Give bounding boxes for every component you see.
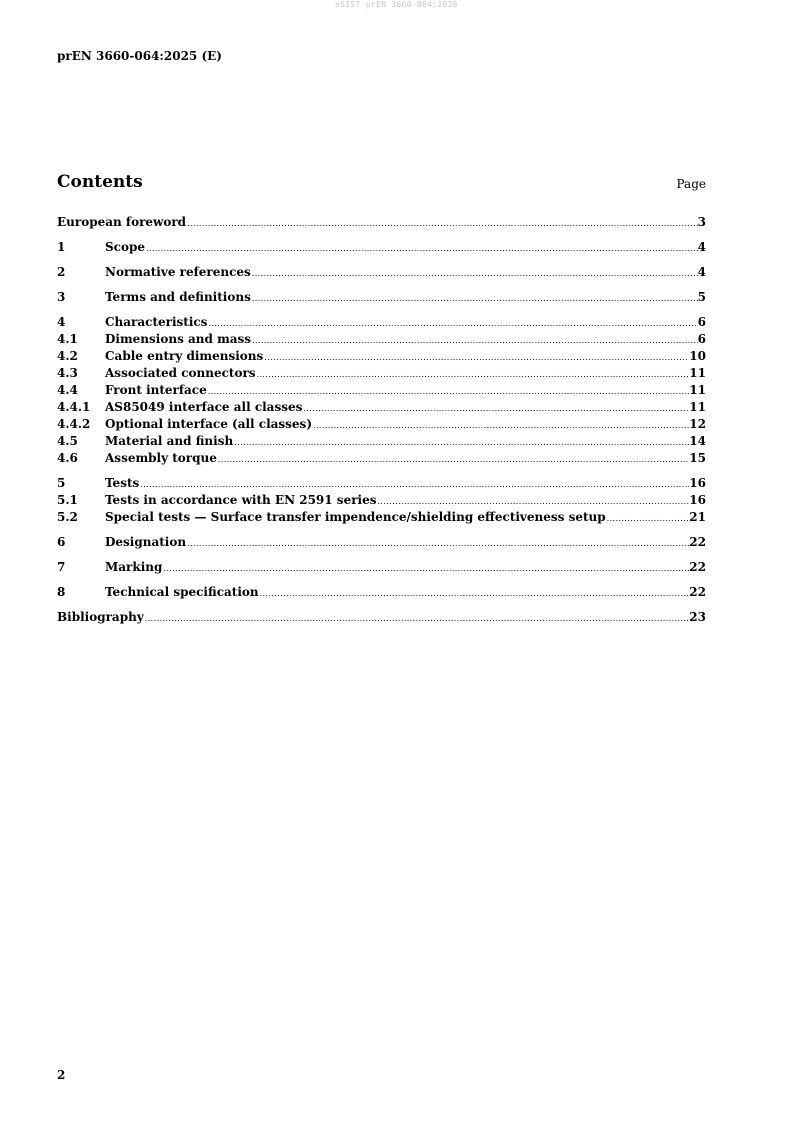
toc-dot-leader [606, 510, 690, 527]
toc-entry-page: 5 [697, 290, 706, 304]
toc-entry-number: 6 [57, 535, 66, 549]
toc-entry-page: 22 [689, 535, 706, 549]
toc-entry[interactable] [57, 365, 706, 382]
toc-dot-leader [207, 383, 690, 400]
toc-entry-page: 4 [697, 240, 706, 254]
toc-entry-page: 4 [697, 265, 706, 279]
toc-entry-page: 6 [697, 332, 706, 346]
toc-entry[interactable] [57, 433, 706, 450]
toc-entry-page: 11 [689, 383, 706, 397]
toc-dot-leader [376, 493, 689, 510]
toc-entry-title: Normative references [105, 265, 251, 279]
toc-entry-title: European foreword [57, 215, 187, 229]
toc-entry-title: Scope [105, 240, 146, 254]
toc-entry[interactable] [57, 239, 706, 256]
toc-entry-title: Terms and definitions [105, 290, 251, 304]
toc-dot-leader [302, 400, 689, 417]
toc-entry-title: Marking [105, 560, 163, 574]
toc-entry-page: 16 [689, 493, 706, 507]
toc-entry-page: 21 [689, 510, 706, 524]
toc-page-column-label: Page [676, 177, 706, 191]
toc-dot-leader [251, 290, 698, 307]
watermark: oSIST prEN 3660-064:2026 [335, 0, 458, 9]
toc-entry-title: Bibliography [57, 610, 144, 624]
toc-entry-page: 22 [689, 585, 706, 599]
toc-entry-number: 8 [57, 585, 66, 599]
toc-entry-number: 5.2 [57, 510, 78, 524]
toc-entry-title: Technical specification [105, 585, 259, 599]
toc-entry-page: 22 [689, 560, 706, 574]
toc-entry[interactable] [57, 584, 706, 601]
toc-entry[interactable] [57, 609, 706, 626]
toc-heading-row [57, 172, 706, 198]
toc-entry-number: 4.6 [57, 451, 78, 465]
toc-entry-title: Assembly torque [105, 451, 217, 465]
toc-entry[interactable] [57, 264, 706, 281]
toc-dot-leader [207, 315, 697, 332]
toc-entry[interactable] [57, 289, 706, 306]
toc-entry[interactable] [57, 399, 706, 416]
toc-dot-leader [312, 417, 689, 434]
toc-entry-title: Dimensions and mass [105, 332, 252, 346]
table-of-contents [57, 214, 706, 626]
toc-entry[interactable] [57, 416, 706, 433]
toc-entry-title: Characteristics [105, 315, 208, 329]
toc-entry[interactable] [57, 382, 706, 399]
toc-entry-number: 7 [57, 560, 66, 574]
toc-dot-leader [144, 610, 690, 627]
toc-entry-title: Tests in accordance with EN 2591 series [105, 493, 377, 507]
toc-entry-page: 11 [689, 366, 706, 380]
toc-entry[interactable] [57, 492, 706, 509]
toc-entry-number: 5.1 [57, 493, 78, 507]
toc-entry-page: 23 [689, 610, 706, 624]
toc-entry[interactable] [57, 314, 706, 331]
toc-entry-page: 16 [689, 476, 706, 490]
toc-dot-leader [186, 535, 689, 552]
page-number: 2 [57, 1068, 66, 1082]
toc-entry[interactable] [57, 331, 706, 348]
toc-entry-number: 4 [57, 315, 66, 329]
toc-dot-leader [162, 560, 689, 577]
toc-entry-page: 3 [697, 215, 706, 229]
toc-entry-title: Associated connectors [105, 366, 256, 380]
toc-entry-title: Special tests — Surface transfer impendence/shielding effectiveness setup [105, 510, 606, 524]
toc-entry-title: Front interface [105, 383, 207, 397]
toc-entry-number: 4.4.2 [57, 417, 91, 431]
toc-entry-number: 4.1 [57, 332, 78, 346]
toc-entry-number: 5 [57, 476, 66, 490]
toc-entry-page: 15 [689, 451, 706, 465]
toc-entry-page: 6 [697, 315, 706, 329]
toc-entry-number: 4.5 [57, 434, 78, 448]
toc-entry-page: 14 [689, 434, 706, 448]
toc-entry[interactable] [57, 214, 706, 231]
toc-entry-title: Cable entry dimensions [105, 349, 264, 363]
toc-entry-title: Optional interface (all classes) [105, 417, 312, 431]
toc-entry-number: 4.4 [57, 383, 78, 397]
toc-entry-page: 11 [689, 400, 706, 414]
toc-entry[interactable] [57, 450, 706, 467]
toc-dot-leader [251, 265, 698, 282]
toc-entry-title: Designation [105, 535, 187, 549]
document-id-header: prEN 3660-064:2025 (E) [57, 49, 222, 63]
toc-entry[interactable] [57, 348, 706, 365]
toc-entry[interactable] [57, 534, 706, 551]
toc-entry-title: Material and finish [105, 434, 234, 448]
toc-entry-title: AS85049 interface all classes [105, 400, 303, 414]
toc-entry-title: Tests [105, 476, 140, 490]
toc-dot-leader [259, 585, 690, 602]
toc-entry-number: 4.3 [57, 366, 78, 380]
toc-entry-number: 3 [57, 290, 66, 304]
toc-entry-page: 12 [689, 417, 706, 431]
toc-dot-leader [186, 215, 698, 232]
toc-title: Contents [57, 172, 143, 192]
toc-entry[interactable] [57, 559, 706, 576]
toc-dot-leader [145, 240, 698, 257]
toc-dot-leader [256, 366, 690, 383]
toc-entry[interactable] [57, 475, 706, 492]
toc-entry-number: 4.4.1 [57, 400, 91, 414]
toc-dot-leader [263, 349, 689, 366]
toc-dot-leader [139, 476, 689, 493]
toc-entry[interactable] [57, 509, 706, 526]
toc-dot-leader [251, 332, 698, 349]
toc-dot-leader [233, 434, 689, 451]
toc-entry-number: 1 [57, 240, 66, 254]
toc-entry-page: 10 [689, 349, 706, 363]
toc-entry-number: 2 [57, 265, 66, 279]
toc-dot-leader [217, 451, 689, 468]
toc-entry-number: 4.2 [57, 349, 78, 363]
